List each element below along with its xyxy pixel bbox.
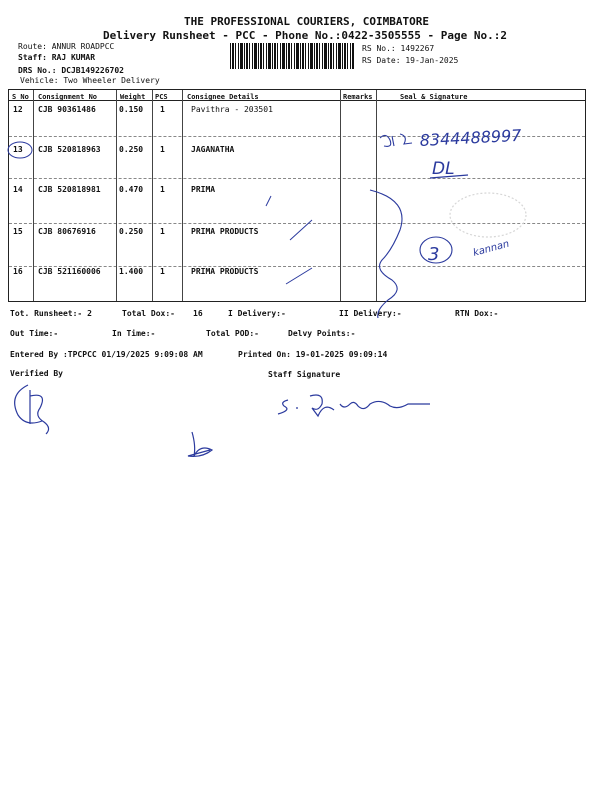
rs-no: RS No.: 1492267: [362, 44, 435, 53]
row-consignment: CJB 80676916: [38, 227, 96, 236]
row-consignment: CJB 520818963: [38, 145, 101, 154]
col-consignee: Consignee Details: [187, 93, 259, 101]
col-pcs: PCS: [155, 93, 168, 101]
route-label: Route: ANNUR ROADPCC: [18, 42, 115, 51]
staff-signature-label: Staff Signature: [268, 370, 341, 379]
row-weight: 0.250: [119, 145, 144, 154]
vehicle-label: Vehicle: Two Wheeler Delivery: [20, 76, 160, 85]
col-weight: Weight: [120, 93, 146, 101]
row-consignment: CJB 521160006: [38, 267, 101, 276]
tot-runsheet: Tot. Runsheet:- 2: [10, 309, 92, 318]
row-consignee: Pavithra - 203501: [191, 105, 273, 114]
row-consignment: CJB 520818981: [38, 185, 101, 194]
ii-delivery: II Delivery:-: [339, 309, 402, 318]
seal-stamp: [450, 193, 526, 237]
col-consignment: Consignment No: [38, 93, 98, 101]
col-remarks: Remarks: [343, 93, 373, 101]
col-seal-signature: Seal & Signature: [400, 93, 468, 101]
row-consignee: PRIMA: [191, 185, 216, 194]
row-pcs: 1: [160, 185, 165, 194]
row-consignee: JAGANATHA: [191, 145, 235, 154]
row-sno: 12: [13, 105, 23, 114]
row-pcs: 1: [160, 105, 165, 114]
row-weight: 0.150: [119, 105, 144, 114]
row-pcs: 1: [160, 267, 165, 276]
row-weight: 0.250: [119, 227, 144, 236]
row-consignee: PRIMA PRODUCTS: [191, 267, 259, 276]
row-sno: 14: [13, 185, 23, 194]
initial-mark: [188, 432, 212, 456]
tamil-script-note: [380, 134, 412, 146]
out-time: Out Time:-: [10, 329, 59, 338]
circled-number: 3: [428, 244, 440, 265]
row-weight: 1.400: [119, 267, 144, 276]
in-time: In Time:-: [112, 329, 156, 338]
row-pcs: 1: [160, 227, 165, 236]
col-sno: S No: [12, 93, 29, 101]
row-sno: 16: [13, 267, 23, 276]
row-consignment: CJB 90361486: [38, 105, 96, 114]
i-delivery: I Delivery:-: [228, 309, 286, 318]
row-13-circle: [8, 142, 32, 158]
row-sno: 13: [13, 145, 23, 154]
staff-signature: [278, 395, 430, 416]
staff-label: Staff: RAJ KUMAR: [18, 53, 96, 62]
name-note: kannan: [471, 238, 511, 259]
row-weight: 0.470: [119, 185, 144, 194]
rs-date: RS Date: 19-Jan-2025: [362, 56, 459, 65]
company-title: THE PROFESSIONAL COURIERS, COIMBATORE: [184, 15, 430, 28]
total-pod: Total POD:-: [206, 329, 259, 338]
printed-on: Printed On: 19-01-2025 09:09:14: [238, 350, 388, 359]
bracket-mark: [370, 190, 402, 318]
runsheet-subtitle: Delivery Runsheet - PCC - Phone No.:0422-3505555 - Page No.:2: [103, 29, 507, 42]
verified-by-label: Verified By: [10, 369, 63, 378]
row-consignee: PRIMA PRODUCTS: [191, 227, 259, 236]
verified-signature: [15, 385, 49, 434]
phone-note: 8344488997: [419, 125, 522, 150]
total-dox-value: 16: [193, 309, 203, 318]
rtn-dox: RTN Dox:-: [455, 309, 499, 318]
row-pcs: 1: [160, 145, 165, 154]
row-sno: 15: [13, 227, 23, 236]
entered-by: Entered By :TPCPCC 01/19/2025 9:09:08 AM: [10, 350, 203, 359]
delvy-points: Delvy Points:-: [288, 329, 356, 338]
dl-note: DL: [432, 159, 455, 179]
drs-label: DRS No.: DCJB149226702: [18, 66, 124, 75]
total-dox-label: Total Dox:-: [122, 309, 175, 318]
